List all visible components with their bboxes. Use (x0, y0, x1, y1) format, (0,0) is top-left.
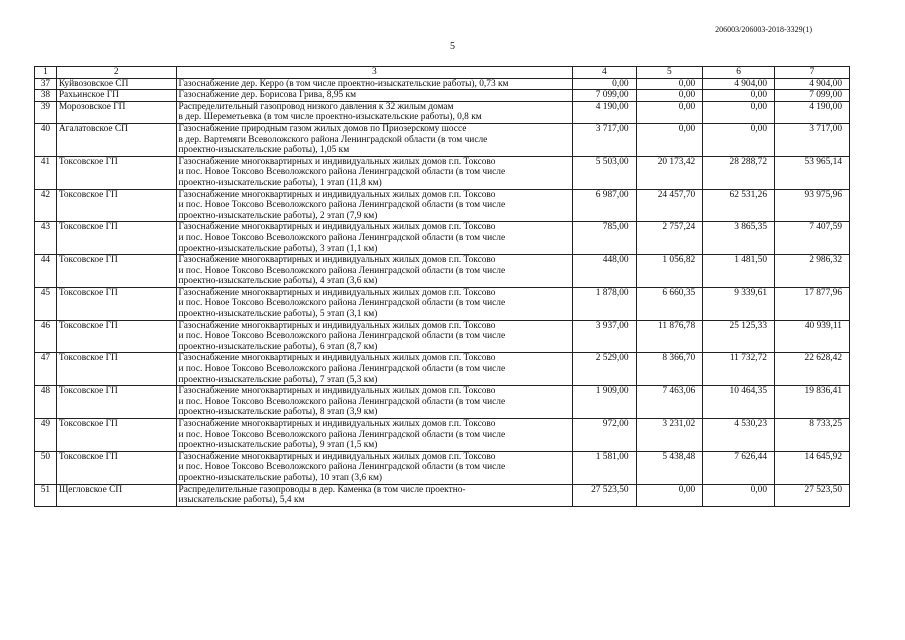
value-col6-cell: 25 125,33 (703, 320, 775, 353)
municipality-cell: Токсовское ГП (56, 189, 176, 222)
value-col6-cell: 0,00 (703, 484, 775, 506)
value-total-cell: 53 965,14 (775, 156, 850, 189)
value-col5-cell: 3 231,02 (636, 419, 703, 452)
description-line: и пос. Новое Токсово Всеволожского района Ленинградской области (в том числе (178, 200, 506, 211)
value-col4-cell: 7 099,00 (573, 90, 636, 102)
table-row (35, 156, 850, 189)
value-col6-cell: 3 865,35 (703, 222, 775, 255)
column-header: 3 (176, 67, 573, 79)
description-line: и пос. Новое Токсово Всеволожского района Ленинградской области (в том числе (178, 396, 506, 407)
value-col5-cell: 5 438,48 (636, 451, 703, 484)
value-col4-cell: 972,00 (573, 419, 636, 452)
table-row (35, 123, 850, 156)
value-col4-cell: 785,00 (573, 222, 636, 255)
value-col5-cell: 0,00 (636, 101, 703, 123)
value-col6-cell: 0,00 (703, 123, 775, 156)
description-line: изыскательские работы), 5,4 км (178, 495, 305, 506)
table-row (35, 255, 850, 288)
table-row (35, 222, 850, 255)
value-col6-cell: 11 732,72 (703, 353, 775, 386)
value-col6-cell: 4 530,23 (703, 419, 775, 452)
description-cell (176, 189, 573, 222)
description-line: проектно-изыскательские работы), 1 этап (11,8 км) (178, 177, 382, 188)
table-row (35, 386, 850, 419)
description-cell (176, 222, 573, 255)
municipality-cell: Токсовское ГП (56, 156, 176, 189)
description-line: Газоснабжение дер. Керро (в том числе проектно-изыскательские работы), 0,73 км (178, 78, 509, 89)
value-col5-cell: 7 463,06 (636, 386, 703, 419)
municipality-cell: Токсовское ГП (56, 320, 176, 353)
description-line: и пос. Новое Токсово Всеволожского района Ленинградской области (в том числе (178, 265, 506, 276)
column-header: 1 (35, 67, 57, 79)
gasification-table (34, 66, 850, 507)
description-cell (176, 90, 573, 102)
row-number: 44 (35, 255, 57, 288)
value-col4-cell: 6 987,00 (573, 189, 636, 222)
municipality-cell: Токсовское ГП (56, 222, 176, 255)
column-number-row (35, 67, 850, 79)
description-line: и пос. Новое Токсово Всеволожского района Ленинградской области (в том числе (178, 364, 506, 375)
description-line: Газоснабжение многоквартирных и индивидуальных жилых домов г.п. Токсово (178, 255, 496, 266)
description-line: Газоснабжение природным газом жилых домов по Приозерскому шоссе (178, 123, 467, 134)
value-col4-cell: 2 529,00 (573, 353, 636, 386)
description-line: Газоснабжение многоквартирных и индивидуальных жилых домов г.п. Токсово (178, 386, 496, 397)
value-total-cell: 14 645,92 (775, 451, 850, 484)
value-col4-cell: 3 717,00 (573, 123, 636, 156)
description-line: Газоснабжение многоквартирных и индивидуальных жилых домов г.п. Токсово (178, 287, 496, 298)
column-header: 2 (56, 67, 176, 79)
municipality-cell: Токсовское ГП (56, 353, 176, 386)
value-col5-cell: 0,00 (636, 90, 703, 102)
column-header: 4 (573, 67, 636, 79)
value-total-cell: 27 523,50 (775, 484, 850, 506)
value-col6-cell: 0,00 (703, 90, 775, 102)
row-number: 43 (35, 222, 57, 255)
value-col5-cell: 2 757,24 (636, 222, 703, 255)
description-line: проектно-изыскательские работы), 3 этап (1,1 км) (178, 243, 378, 254)
value-col5-cell: 11 876,78 (636, 320, 703, 353)
table-row (35, 287, 850, 320)
value-total-cell: 17 877,96 (775, 287, 850, 320)
description-cell (176, 101, 573, 123)
description-line: проектно-изыскательские работы), 4 этап (3,6 км) (178, 276, 378, 287)
row-number: 45 (35, 287, 57, 320)
municipality-cell: Агалатовское СП (56, 123, 176, 156)
description-line: проектно-изыскательские работы), 6 этап (8,7 км) (178, 341, 378, 352)
description-cell (176, 78, 573, 90)
row-number: 51 (35, 484, 57, 506)
value-col4-cell: 27 523,50 (573, 484, 636, 506)
value-col5-cell: 24 457,70 (636, 189, 703, 222)
value-col6-cell: 62 531,26 (703, 189, 775, 222)
description-line: Газоснабжение многоквартирных и индивидуальных жилых домов г.п. Токсово (178, 320, 496, 331)
value-col6-cell: 10 464,35 (703, 386, 775, 419)
description-cell (176, 353, 573, 386)
value-col5-cell: 20 173,42 (636, 156, 703, 189)
description-cell (176, 451, 573, 484)
value-col5-cell: 1 056,82 (636, 255, 703, 288)
column-header: 6 (703, 67, 775, 79)
description-line: Газоснабжение дер. Борисова Грива, 8,95 км (178, 90, 357, 101)
table-row (35, 101, 850, 123)
description-line: Газоснабжение многоквартирных и индивидуальных жилых домов г.п. Токсово (178, 419, 496, 429)
row-number: 38 (35, 90, 57, 102)
table-row (35, 451, 850, 484)
value-total-cell: 3 717,00 (775, 123, 850, 156)
description-line: проектно-изыскательские работы), 9 этап (1,5 км) (178, 440, 378, 451)
description-line: Газоснабжение многоквартирных и индивидуальных жилых домов г.п. Токсово (178, 189, 496, 200)
row-number: 37 (35, 78, 57, 90)
description-line: проектно-изыскательские работы), 7 этап (5,3 км) (178, 374, 378, 385)
description-line: и пос. Новое Токсово Всеволожского района Ленинградской области (в том числе (178, 298, 506, 309)
municipality-cell: Щегловское СП (56, 484, 176, 506)
value-col6-cell: 9 339,61 (703, 287, 775, 320)
description-line: Распределительные газопроводы в дер. Каменка (в том числе проектно- (178, 484, 466, 495)
value-col4-cell: 1 878,00 (573, 287, 636, 320)
value-col5-cell: 0,00 (636, 484, 703, 506)
municipality-cell: Морозовское ГП (56, 101, 176, 123)
value-total-cell: 4 190,00 (775, 101, 850, 123)
description-cell (176, 156, 573, 189)
value-col6-cell: 0,00 (703, 101, 775, 123)
municipality-cell: Токсовское ГП (56, 419, 176, 452)
value-total-cell: 93 975,96 (775, 189, 850, 222)
description-cell (176, 484, 573, 506)
description-line: проектно-изыскательские работы), 10 этап (3,6 км) (178, 472, 383, 483)
page-number: 5 (450, 41, 455, 52)
description-cell (176, 419, 573, 452)
value-total-cell: 19 836,41 (775, 386, 850, 419)
row-number: 41 (35, 156, 57, 189)
description-cell (176, 320, 573, 353)
row-number: 40 (35, 123, 57, 156)
description-line: и пос. Новое Токсово Всеволожского района Ленинградской области (в том числе (178, 331, 506, 342)
value-total-cell: 40 939,11 (775, 320, 850, 353)
description-line: проектно-изыскательские работы), 5 этап (3,1 км) (178, 309, 378, 320)
value-col4-cell: 4 190,00 (573, 101, 636, 123)
description-cell (176, 123, 573, 156)
table-row (35, 419, 850, 452)
value-col6-cell: 7 626,44 (703, 451, 775, 484)
value-col5-cell: 0,00 (636, 123, 703, 156)
table-row (35, 320, 850, 353)
row-number: 48 (35, 386, 57, 419)
description-line: Газоснабжение многоквартирных и индивидуальных жилых домов г.п. Токсово (178, 156, 496, 167)
value-col6-cell: 1 481,50 (703, 255, 775, 288)
municipality-cell: Токсовское ГП (56, 451, 176, 484)
municipality-cell: Токсовское ГП (56, 255, 176, 288)
value-col5-cell: 0,00 (636, 78, 703, 90)
municipality-cell: Токсовское ГП (56, 386, 176, 419)
description-line: и пос. Новое Токсово Всеволожского района Ленинградской области (в том числе (178, 232, 506, 243)
value-col5-cell: 8 366,70 (636, 353, 703, 386)
table-row (35, 78, 850, 90)
description-line: проектно-изыскательские работы), 1,05 км (178, 145, 350, 156)
description-line: Распределительный газопровод низкого давления к 32 жилым домам (178, 101, 454, 112)
value-col6-cell: 4 904,00 (703, 78, 775, 90)
municipality-cell: Токсовское ГП (56, 287, 176, 320)
value-total-cell: 8 733,25 (775, 419, 850, 452)
table-row (35, 484, 850, 506)
municipality-cell: Рахьинское ГП (56, 90, 176, 102)
column-header: 5 (636, 67, 703, 79)
value-col5-cell: 6 660,35 (636, 287, 703, 320)
municipality-cell: Куйвозовское СП (56, 78, 176, 90)
row-number: 49 (35, 419, 57, 452)
description-line: и пос. Новое Токсово Всеволожского района Ленинградской области (в том числе (178, 462, 506, 473)
description-line: в дер. Шереметьевка (в том числе проектно-изыскательские работы), 0,8 км (178, 112, 482, 123)
row-number: 39 (35, 101, 57, 123)
value-total-cell: 7 099,00 (775, 90, 850, 102)
row-number: 47 (35, 353, 57, 386)
value-col6-cell: 28 288,72 (703, 156, 775, 189)
description-cell (176, 255, 573, 288)
value-col4-cell: 1 909,00 (573, 386, 636, 419)
table-row (35, 353, 850, 386)
value-col4-cell: 448,00 (573, 255, 636, 288)
value-total-cell: 4 904,00 (775, 78, 850, 90)
row-number: 50 (35, 451, 57, 484)
description-line: и пос. Новое Токсово Всеволожского района Ленинградской области (в том числе (178, 429, 506, 440)
table-row (35, 189, 850, 222)
value-col4-cell: 3 937,00 (573, 320, 636, 353)
description-line: проектно-изыскательские работы), 8 этап (3,9 км) (178, 407, 378, 418)
description-line: в дер. Вартемяги Всеволожского района Ленинградской области (в том числе (178, 134, 488, 145)
column-header: 7 (775, 67, 850, 79)
description-cell (176, 287, 573, 320)
description-line: Газоснабжение многоквартирных и индивидуальных жилых домов г.п. Токсово (178, 222, 496, 233)
description-line: и пос. Новое Токсово Всеволожского района Ленинградской области (в том числе (178, 167, 506, 178)
row-number: 46 (35, 320, 57, 353)
document-number: 206003/206003-2018-3329(1) (715, 25, 812, 34)
description-line: Газоснабжение многоквартирных и индивидуальных жилых домов г.п. Токсово (178, 353, 496, 364)
value-col4-cell: 1 581,00 (573, 451, 636, 484)
description-line: Газоснабжение многоквартирных и индивидуальных жилых домов г.п. Токсово (178, 451, 496, 462)
value-col4-cell: 0,00 (573, 78, 636, 90)
value-total-cell: 7 407,59 (775, 222, 850, 255)
value-total-cell: 2 986,32 (775, 255, 850, 288)
description-line: проектно-изыскательские работы), 2 этап (7,9 км) (178, 210, 378, 221)
table-row (35, 90, 850, 102)
value-col4-cell: 5 503,00 (573, 156, 636, 189)
row-number: 42 (35, 189, 57, 222)
value-total-cell: 22 628,42 (775, 353, 850, 386)
description-cell (176, 386, 573, 419)
